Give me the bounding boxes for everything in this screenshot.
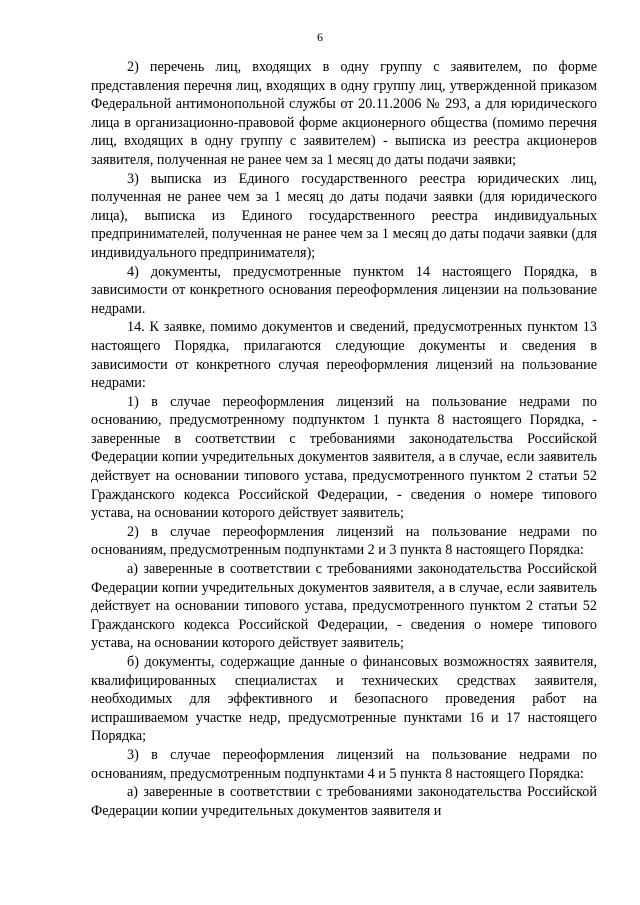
paragraph-item-2-group-list: 2) перечень лиц, входящих в одну группу с заявителем, по форме представления перечня лиц, входящих в одну группу лиц, утвержденной приказом Федеральной антимонопольной службы от 20.11.2006 № 293, а для юридического лица в организационно-правовой форме акционерного общества (помимо перечня лиц, входящих в одну группу с заявителем) - выписка из реестра акционеров заявителя, полученная не ранее чем за 1 месяц до даты подачи заявки; (91, 59, 597, 168)
document-body (91, 58, 597, 820)
page-number: 6 (317, 30, 323, 44)
paragraph-item-3-egrul-extract: 3) выписка из Единого государственного реестра юридических лиц, полученная не ранее чем за 1 месяц до даты подачи заявки (для юридического лица), выписка из Единого государственного реестра индивидуальных предпринимателей, полученная не ранее чем за 1 месяц до даты подачи заявки (для индивидуального предпринимателя); (91, 170, 597, 261)
paragraph-case-3-a: а) заверенные в соответствии с требованиями законодательства Российской Федерации копии учредительных документов заявителя и (91, 784, 597, 819)
paragraph-case-2: 2) в случае переоформления лицензий на пользование недрами по основаниям, предусмотренным подпунктами 2 и 3 пункта 8 настоящего Порядка: (91, 523, 597, 559)
paragraph-case-2-a: а) заверенные в соответствии с требованиями законодательства Российской Федерации копии учредительных документов заявителя, а в случае, если заявитель действует на основании типового устава, предусмотренного пунктом 2 статьи 52 Гражданского кодекса Российской Федерации, - сведения о номере типового устава, на основании которого действует заявитель; (91, 561, 597, 652)
paragraph-case-1: 1) в случае переоформления лицензий на пользование недрами по основанию, предусмотренному подпунктом 1 пункта 8 настоящего Порядка, - заверенные в соответствии с требованиями законодательства Российской Федерации копии учредительных документов заявителя, а в случае, если заявитель действует на основании типового устава, предусмотренного пунктом 2 статьи 52 Гражданского кодекса Российской Федерации, - сведения о номере типового устава, на основании которого действует заявитель; (91, 393, 597, 522)
paragraph-clause-14: 14. К заявке, помимо документов и сведений, предусмотренных пунктом 13 настоящего Порядка, прилагаются следующие документы и сведения в зависимости от конкретного случая переоформления лицензий на пользование недрами: (91, 319, 597, 392)
paragraph-case-3: 3) в случае переоформления лицензий на пользование недрами по основаниям, предусмотренным подпунктами 4 и 5 пункта 8 настоящего Порядка: (91, 746, 597, 782)
paragraph-case-2-b: б) документы, содержащие данные о финансовых возможностях заявителя, квалифицированных специалистах и технических средствах заявителя, необходимых для эффективного и безопасного проведения работ на испрашиваемом участке недр, предусмотренные пунктами 16 и 17 настоящего Порядка; (91, 654, 597, 745)
paragraph-item-4-documents: 4) документы, предусмотренные пунктом 14 настоящего Порядка, в зависимости от конкретного основания переоформления лицензии на пользование недрами. (91, 263, 597, 317)
